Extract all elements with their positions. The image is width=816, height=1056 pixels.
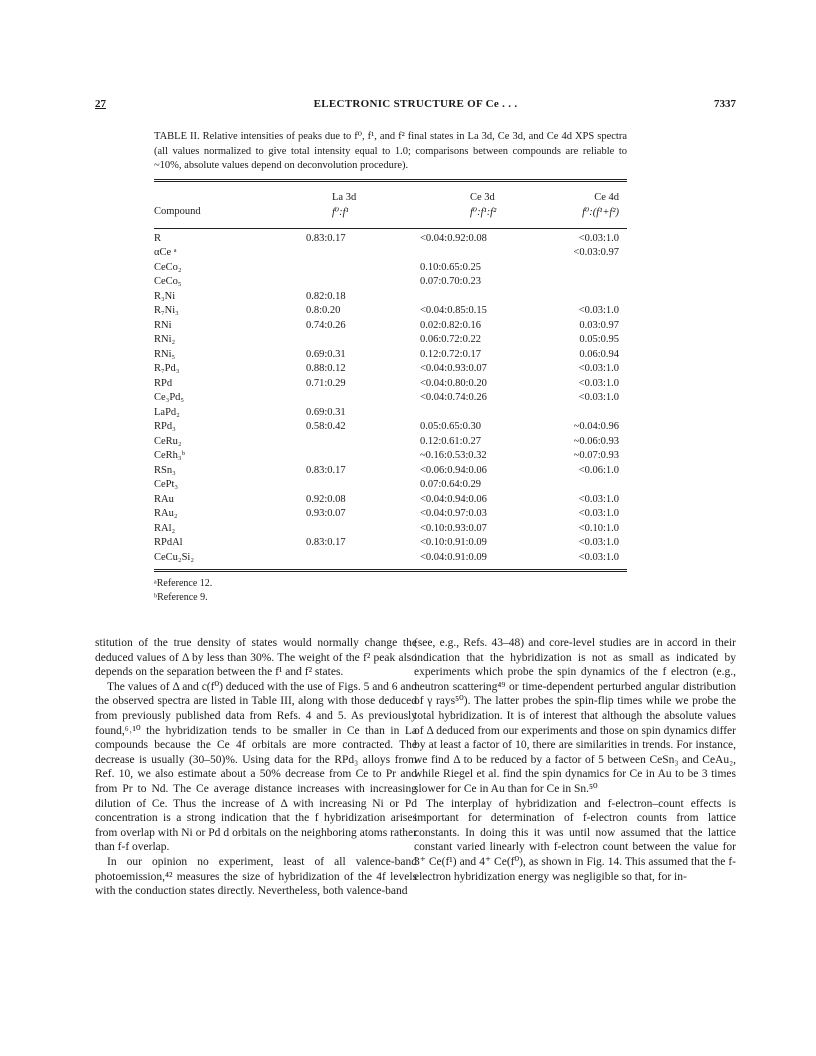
table-row (154, 450, 627, 465)
cell-ce3d: <0.04:0.74:0.26 (420, 392, 487, 403)
cell-ce4d: <0.03:1.0 (578, 377, 619, 389)
paragraph: The interplay of hybridization and f-electron–count effects is important for determination of f-electron counts from lattice constants. In doing this it was until now assumed that the lattice constant varied linearly with f-electron count between the value for 3⁺ Ce(f¹) and 4⁺ Ce(f⁰), as shown in Fig. 14. This assumed that the f-electron hybridization energy was negligible so that, for in- (414, 797, 736, 883)
right-text-column (414, 636, 736, 884)
table-ii (154, 130, 627, 604)
cell-la3d: 0.58:0.42 (306, 421, 346, 432)
cell-compound: CeCu₂Si₂ (154, 551, 194, 563)
cell-la3d: 0.69:0.31 (306, 406, 346, 418)
col-header-la3d-bottom: f⁰:f¹ (332, 206, 349, 218)
table-footnotes (154, 577, 627, 604)
cell-ce3d: 0.05:0.65:0.30 (420, 421, 481, 432)
cell-compound: RPd₃ (154, 421, 176, 432)
cell-ce4d: 0.05:0.95 (579, 334, 619, 345)
table-row (154, 320, 627, 335)
col-header-compound: Compound (154, 205, 201, 217)
cell-la3d: 0.93:0.07 (306, 508, 346, 519)
cell-ce4d: <0.03:1.0 (578, 363, 619, 374)
paragraph: (see, e.g., Refs. 43–48) and core-level studies are in accord in their indication that the hybridization is not as small as indicated by experiments which probe the spin dynamics of the f electron (e.g., neutron scattering⁴⁹ or time-dependent perturbed angular distribution of γ rays⁵⁰). The latter probes the spin-flip times while we probe the total hybridization. It is of interest that although the absolute values of Δ deduced from our experiments and those on spin dynamics differ by at least a factor of 10, there are similarities in trends. For instance, we find Δ to be reduced by a factor of 5 between CeSn₃ and CeAu₂, while Riegel et al. find the spin dynamics for Ce in Au to be 3 times slower for Ce in Au than for Ce in Sn.⁵⁰ (414, 637, 736, 795)
col-header-ce3d-bottom: f⁰:f¹:f² (470, 206, 497, 218)
cell-ce4d: <0.03:1.0 (578, 508, 619, 519)
cell-ce4d: <0.03:1.0 (578, 537, 619, 548)
cell-compound: R₇Pd₃ (154, 363, 180, 374)
cell-ce4d: <0.03:1.0 (578, 392, 619, 403)
cell-ce3d: 0.12:0.61:0.27 (420, 435, 481, 447)
table-top-rule (154, 179, 627, 182)
table-row (154, 276, 627, 291)
cell-compound: RAu (154, 493, 174, 505)
cell-ce3d: <0.04:0.97:0.03 (420, 508, 487, 519)
page-number-right: 7337 (714, 98, 736, 110)
table-row (154, 421, 627, 436)
cell-ce3d: ~0.16:0.53:0.32 (420, 450, 487, 461)
table-row (154, 334, 627, 349)
page-number-left: 27 (95, 98, 106, 110)
table-bottom-rule (154, 569, 627, 572)
table-row (154, 407, 627, 422)
table-row (154, 349, 627, 364)
table-row (154, 479, 627, 494)
cell-compound: RPd (154, 377, 173, 389)
table-row (154, 378, 627, 393)
paragraph: stitution of the true density of states would normally change the deduced values of Δ by less than 30%. The weight of the f² peak also depends on the separation between the f¹ and f² states. (95, 637, 417, 679)
cell-ce4d: ~0.07:0.93 (573, 450, 619, 461)
table-row (154, 262, 627, 277)
table-header (154, 188, 627, 228)
paragraph: In our opinion no experiment, least of all valence-band photoemission,⁴² measures the size of hybridization of the 4f levels with the conduction states directly. Nevertheless, both valence-band (95, 855, 417, 898)
page-header (95, 98, 736, 118)
table-row (154, 465, 627, 480)
cell-la3d: 0.88:0.12 (306, 363, 346, 374)
cell-ce3d: <0.04:0.93:0.07 (420, 363, 487, 374)
cell-la3d: 0.71:0.29 (306, 377, 346, 389)
table-row (154, 305, 627, 320)
table-body (154, 229, 627, 570)
cell-ce4d: <0.03:1.0 (578, 305, 619, 316)
cell-compound: R₇Ni₃ (154, 305, 179, 316)
footnote-a: ᵃReference 12. (154, 578, 213, 589)
table-row (154, 363, 627, 378)
cell-ce4d: <0.03:1.0 (578, 493, 619, 505)
cell-compound: αCe ᵃ (154, 247, 177, 258)
table-row (154, 436, 627, 451)
table-row (154, 494, 627, 509)
cell-compound: R (154, 232, 162, 244)
cell-compound: RNi (154, 319, 172, 331)
table-row (154, 508, 627, 523)
cell-ce4d: <0.03:1.0 (578, 232, 619, 244)
cell-ce3d: <0.10:0.91:0.09 (420, 537, 487, 548)
cell-ce3d: 0.12:0.72:0.17 (420, 348, 481, 360)
cell-compound: RNi₂ (154, 334, 176, 345)
table-row (154, 392, 627, 407)
col-header-ce4d-bottom: f⁰:(f¹+f²) (582, 206, 619, 218)
cell-la3d: 0.69:0.31 (306, 348, 346, 360)
cell-ce3d: 0.06:0.72:0.22 (420, 334, 481, 345)
cell-compound: CeCo₅ (154, 276, 182, 287)
cell-compound: RNi₅ (154, 348, 176, 360)
cell-ce4d: <0.06:1.0 (578, 464, 619, 476)
cell-compound: R₃Ni (154, 290, 176, 302)
running-title: ELECTRONIC STRUCTURE OF Ce . . . (313, 98, 518, 110)
cell-ce4d: ~0.04:0.96 (573, 421, 619, 432)
cell-compound: CePt₃ (154, 479, 179, 490)
cell-ce4d: ~0.06:0.93 (573, 435, 619, 447)
cell-ce3d: 0.07:0.70:0.23 (420, 276, 481, 287)
cell-compound: LaPd₂ (154, 406, 180, 418)
cell-ce4d: 0.03:0.97 (579, 319, 619, 331)
cell-la3d: 0.8:0.20 (306, 305, 341, 316)
cell-la3d: 0.83:0.17 (306, 537, 346, 548)
cell-la3d: 0.74:0.26 (306, 319, 346, 331)
cell-ce3d: 0.02:0.82:0.16 (420, 319, 481, 331)
col-header-ce4d-top: Ce 4d (594, 191, 619, 203)
paragraph: The values of Δ and c(f⁰) deduced with the use of Figs. 5 and 6 and the observed spectra are listed in Table III, along with those deduced from previously published data from Refs. 4 and 5. As previously found,⁶˒¹⁰ the hybridization tends to be smaller in Ce than in La compounds because the Ce 4f orbitals are more contracted. The decrease is usually (30–50)%. Using data for the RPd₃ alloys from Ref. 10, we also estimate about a 50% decrease from Ce to Pr and from Pr to Nd. The Ce average distance increases with increasing dilution of Ce. Thus the increase of Δ with increasing Ni or Pd concentration is a strong indication that the f hybridization arises from overlap with Ni or Pd d orbitals on the neighboring atoms rather than f-f overlap. (95, 680, 417, 854)
cell-compound: RAu₂ (154, 508, 178, 519)
cell-la3d: 0.83:0.17 (306, 232, 346, 244)
table-row (154, 523, 627, 538)
table-row (154, 291, 627, 306)
cell-compound: CeRh₃ᵇ (154, 450, 185, 461)
footnote-b: ᵇReference 9. (154, 591, 208, 603)
cell-ce3d: <0.04:0.91:0.09 (420, 551, 487, 563)
cell-ce3d: <0.04:0.85:0.15 (420, 305, 487, 316)
cell-la3d: 0.92:0.08 (306, 493, 346, 505)
cell-ce3d: 0.07:0.64:0.29 (420, 479, 481, 490)
cell-compound: RAl₂ (154, 522, 176, 534)
col-header-ce3d-top: Ce 3d (470, 191, 495, 203)
cell-compound: CeCo₂ (154, 261, 182, 273)
table-row (154, 537, 627, 552)
cell-la3d: 0.83:0.17 (306, 464, 346, 476)
cell-compound: RPdAl (154, 537, 183, 548)
table-caption: TABLE II. Relative intensities of peaks due to f⁰, f¹, and f² final states in La 3d, Ce 3d, and Ce 4d XPS spectra (all values normalized to give total intensity equal to 1.0; comparisons between compounds are reliable to ~10%, absolute values depend on deconvolution procedure). (154, 131, 627, 171)
table-row (154, 552, 627, 567)
table-row (154, 247, 627, 262)
cell-ce3d: 0.10:0.65:0.25 (420, 261, 481, 273)
cell-ce4d: 0.06:0.94 (579, 348, 619, 360)
cell-ce3d: <0.04:0.80:0.20 (420, 377, 487, 389)
cell-la3d: 0.82:0.18 (306, 290, 346, 302)
cell-ce4d: <0.10:1.0 (578, 522, 619, 534)
cell-ce3d: <0.04:0.94:0.06 (420, 493, 487, 505)
cell-compound: Ce₃Pd₅ (154, 392, 185, 403)
col-header-la3d-top: La 3d (332, 191, 357, 203)
cell-compound: CeRu₂ (154, 435, 182, 447)
cell-ce3d: <0.10:0.93:0.07 (420, 522, 487, 534)
cell-ce3d: <0.06:0.94:0.06 (420, 464, 487, 476)
cell-ce4d: <0.03:0.97 (573, 247, 619, 258)
table-row (154, 233, 627, 248)
cell-ce4d: <0.03:1.0 (578, 551, 619, 563)
cell-ce3d: <0.04:0.92:0.08 (420, 232, 487, 244)
cell-compound: RSn₃ (154, 464, 176, 476)
left-text-column (95, 636, 417, 899)
